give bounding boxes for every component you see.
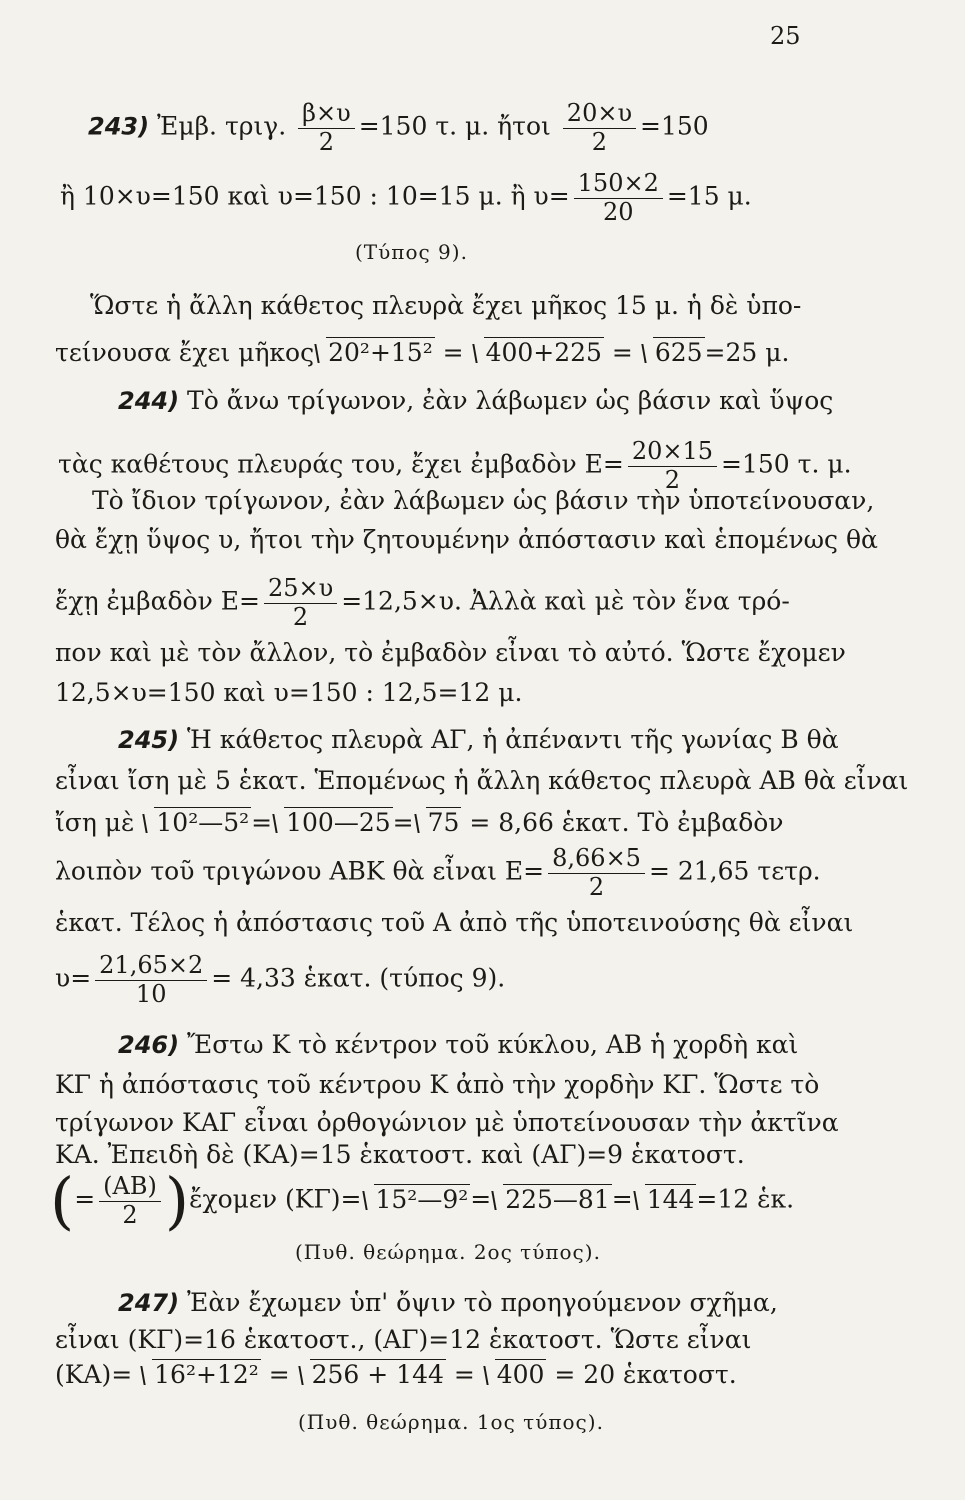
square-root: 20²+15² (314, 340, 435, 365)
problem-246-line-1: 246) Ἔστω Κ τὸ κέντρον τοῦ κύκλου, ΑΒ ἡ χορδὴ καὶ (118, 1030, 799, 1059)
problem-244-line-1: 244) Τὸ ἄνω τρίγωνον, ἐὰν λάβωμεν ὡς βάσιν καὶ ὕψος (118, 386, 834, 415)
fraction: $\frac{8,66\times 5}{2}$ (548, 845, 645, 901)
problem-245-line-1: 245) Ἡ κάθετος πλευρὰ ΑΓ, ἡ ἀπέναντι τῆς γωνίας Β θὰ (118, 725, 839, 754)
problem-number-243: 243) (88, 112, 150, 141)
square-root: 625 (641, 340, 705, 365)
square-root: 15²—9² (362, 1187, 471, 1212)
square-root: 400+225 (472, 340, 604, 365)
text-line: υ= $\frac{21,65\times 2}{10}$ = 4,33 ἑκατ. (τύπος 9). (55, 951, 506, 1008)
square-root: 400 (483, 1362, 547, 1387)
text-line: εἶναι (ΚΓ)=16 ἑκατοστ., (ΑΓ)=12 ἑκατοστ. Ὥστε εἶναι (55, 1325, 752, 1354)
sqrt-line: (= $\frac{(AB)}{2}$ )ἔχομεν (ΚΓ)= 15²—9²= 225—81= 144=12 ἑκ. (50, 1164, 795, 1237)
fraction: $\frac{21,65\times 2}{10}$ (95, 952, 207, 1008)
square-root: 16²+12² (140, 1362, 261, 1387)
text-line: ΚΑ. Ἐπειδὴ δὲ (ΚΑ)=15 ἑκατοστ. καὶ (ΑΓ)=9 ἑκατοστ. (55, 1140, 745, 1169)
problem-number-244: 244) (118, 387, 180, 415)
page-number: 25 (770, 22, 801, 50)
formula-reference: (Τύπος 9). (355, 240, 468, 264)
fraction: $\frac{20\times 15}{2}$ (628, 438, 717, 494)
problem-243-line-1: 243) Ἐμβ. τριγ. $\frac{\beta\times\upsilon}{2}$ =150 τ. μ. ἤτοι $\frac{20\times\upsilon}{2}$ =150 (88, 99, 709, 156)
text-line: ἑκατ. Τέλος ἡ ἀπόστασις τοῦ Α ἀπὸ τῆς ὑποτεινούσης θὰ εἶναι (55, 908, 854, 937)
sqrt-line: τείνουσα ἔχει μῆκος 20²+15² = 400+225 = 625=25 μ. (55, 338, 790, 367)
problem-number-245: 245) (118, 726, 180, 754)
text-line: τὰς καθέτους πλευράς του, ἔχει ἐμβαδὸν Ε= $\frac{20\times 15}{2}$ =150 τ. μ. (58, 437, 852, 494)
problem-number-246: 246) (118, 1031, 180, 1059)
problem-247-line-1: 247) Ἐὰν ἔχωμεν ὑπ' ὄψιν τὸ προηγούμενον σχῆμα, (118, 1288, 778, 1317)
fraction: $\frac{20\times\upsilon}{2}$ (563, 100, 636, 156)
square-root: 75 (414, 810, 462, 835)
fraction: $\frac{150\times 2}{20}$ (574, 170, 663, 226)
text-line: εἶναι ἴση μὲ 5 ἑκατ. Ἑπομένως ἡ ἄλλη κάθετος πλευρὰ ΑΒ θὰ εἶναι (55, 766, 909, 795)
problem-243-line-2: ἢ 10×υ=150 καὶ υ=150 : 10=15 μ. ἢ υ= $\frac{150\times 2}{20}$ =15 μ. (60, 169, 752, 226)
text-line: 12,5×υ=150 καὶ υ=150 : 12,5=12 μ. (55, 678, 523, 707)
text-line: λοιπὸν τοῦ τριγώνου ΑΒΚ θὰ εἶναι Ε= $\frac{8,66\times 5}{2}$ = 21,65 τετρ. (55, 844, 821, 901)
text-line: πον καὶ μὲ τὸν ἄλλον, τὸ ἐμβαδὸν εἶναι τὸ αὐτό. Ὥστε ἔχομεν (55, 638, 846, 667)
fraction: $\frac{25\times\upsilon}{2}$ (264, 575, 337, 631)
fraction: $\frac{\beta\times\upsilon}{2}$ (298, 100, 355, 156)
sqrt-line: (ΚΑ)= 16²+12² = 256 + 144 = 400 = 20 ἑκατοστ. (55, 1360, 737, 1389)
problem-number-247: 247) (118, 1289, 180, 1317)
square-root: 100—25 (272, 810, 393, 835)
square-root: 256 + 144 (298, 1362, 446, 1387)
fraction: $\frac{(AB)}{2}$ (99, 1173, 161, 1229)
text-line: Τὸ ἴδιον τρίγωνον, ἐὰν λάβωμεν ὡς βάσιν τὴν ὑποτείνουσαν, (92, 486, 875, 515)
square-root: 10²—5² (142, 810, 251, 835)
sqrt-line: ἴση μὲ 10²—5²= 100—25= 75 = 8,66 ἑκατ. Τὸ ἐμβαδὸν (55, 808, 784, 837)
square-root: 144 (633, 1187, 697, 1212)
text-line: θὰ ἔχῃ ὕψος υ, ἤτοι τὴν ζητουμένην ἀπόστασιν καὶ ἑπομένως θὰ (55, 525, 878, 554)
text-line: ἔχῃ ἐμβαδὸν Ε= $\frac{25\times\upsilon}{2}$ =12,5×υ. Ἀλλὰ καὶ μὲ τὸν ἕνα τρό- (55, 574, 790, 631)
theorem-reference: (Πυθ. θεώρημα. 2ος τύπος). (295, 1240, 601, 1264)
theorem-reference: (Πυθ. θεώρημα. 1ος τύπος). (298, 1410, 604, 1434)
text-line: τρίγωνον ΚΑΓ εἶναι ὀρθογώνιον μὲ ὑποτείνουσαν τὴν ἀκτῖνα (55, 1108, 839, 1137)
text-line: Ὥστε ἡ ἄλλη κάθετος πλευρὰ ἔχει μῆκος 15 μ. ἡ δὲ ὑπο- (90, 291, 802, 320)
square-root: 225—81 (491, 1187, 612, 1212)
text-line: ΚΓ ἡ ἀπόστασις τοῦ κέντρου Κ ἀπὸ τὴν χορδὴν ΚΓ. Ὥστε τὸ (55, 1070, 820, 1099)
